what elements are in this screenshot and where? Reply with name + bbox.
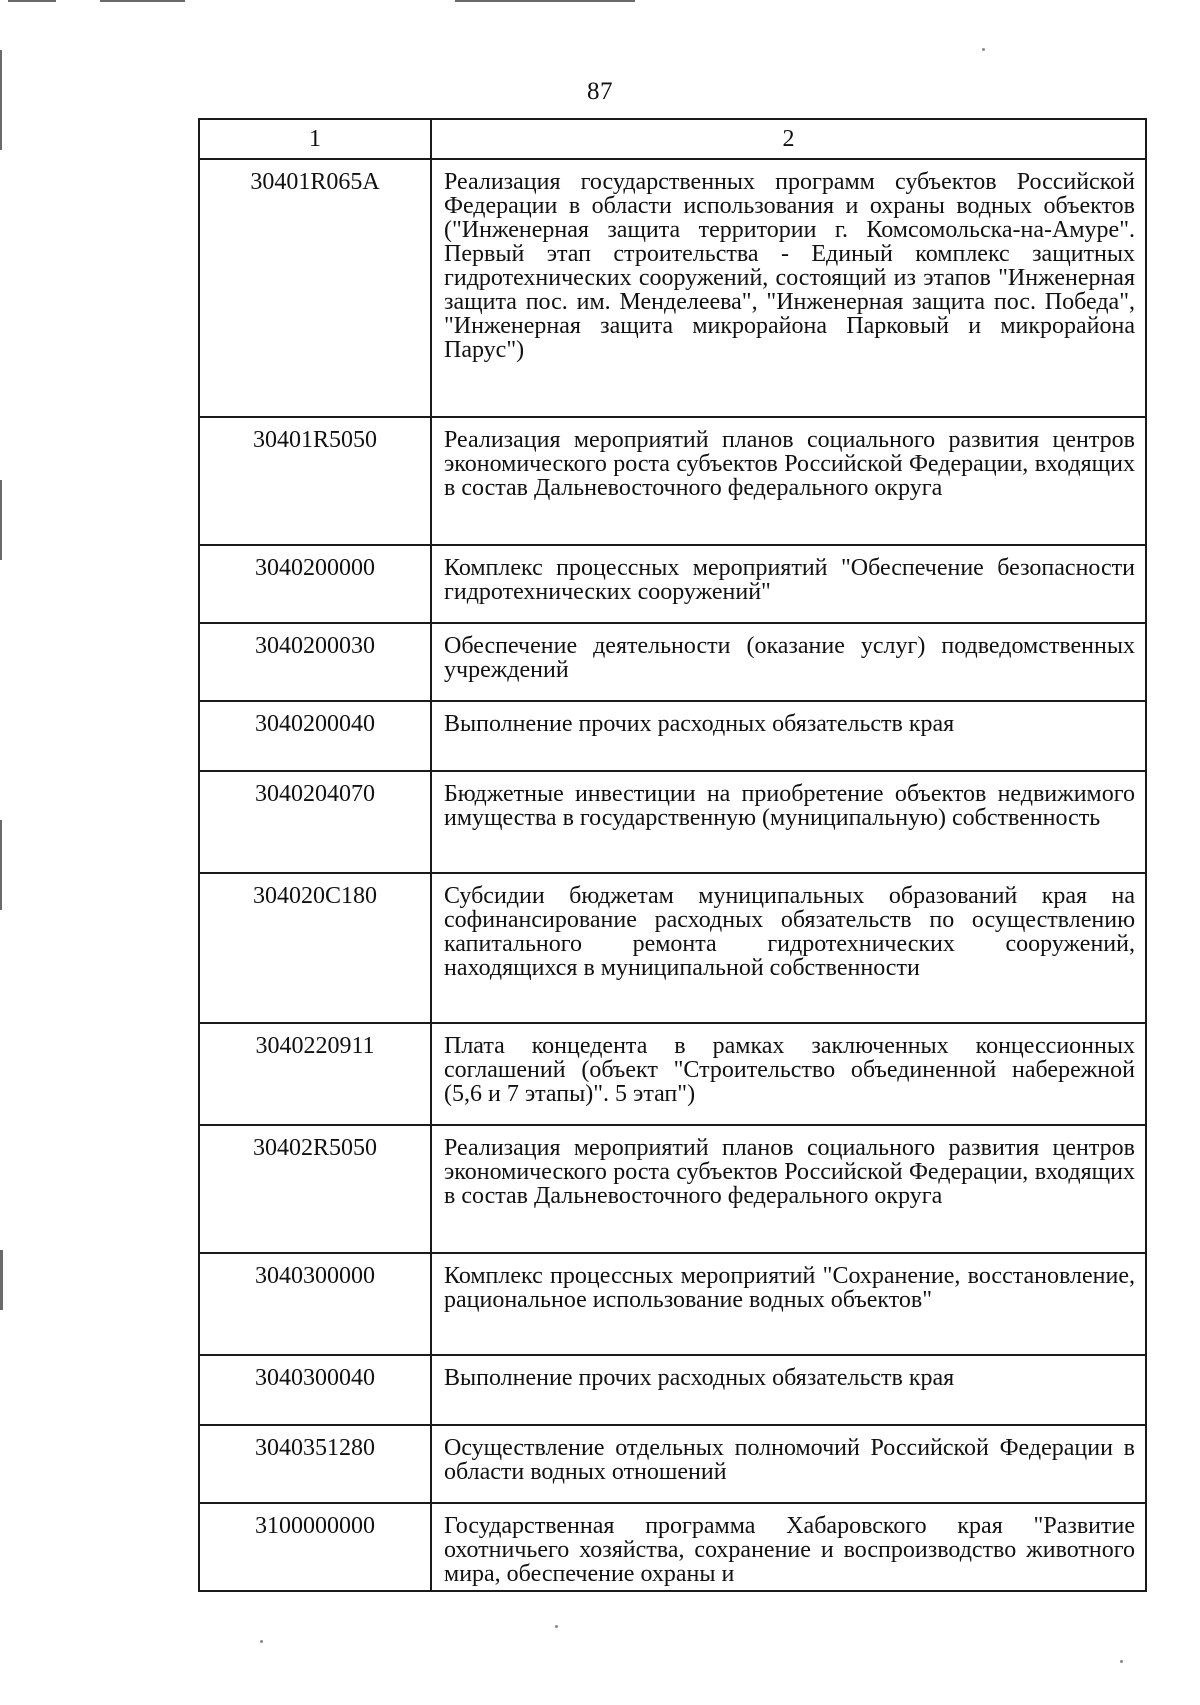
table-row bbox=[199, 417, 1146, 545]
page-number: 87 bbox=[587, 78, 613, 105]
row-description: Реализация мероприятий планов социального развития центров экономического роста субъектов Российской Федерации, входящих в состав Дальневосточного федерального округа bbox=[431, 1125, 1146, 1253]
scan-speck bbox=[982, 48, 985, 51]
row-code: 3040220911 bbox=[199, 1023, 431, 1125]
table-header-row bbox=[199, 119, 1146, 159]
row-description: Обеспечение деятельности (оказание услуг) подведомственных учреждений bbox=[431, 623, 1146, 701]
column-header-2: 2 bbox=[431, 119, 1146, 159]
row-code: 3040200000 bbox=[199, 545, 431, 623]
row-code: 3040200030 bbox=[199, 623, 431, 701]
table-row bbox=[199, 1503, 1146, 1591]
table-row bbox=[199, 1355, 1146, 1425]
row-description: Комплекс процессных мероприятий "Сохранение, восстановление, рациональное использование водных объектов" bbox=[431, 1253, 1146, 1355]
scan-edge-top-mid bbox=[100, 0, 185, 2]
row-description: Плата концедента в рамках заключенных концессионных соглашений (объект "Строительство объединенной набережной (5,6 и 7 этапы)". 5 этап") bbox=[431, 1023, 1146, 1125]
table-row bbox=[199, 701, 1146, 771]
row-description: Субсидии бюджетам муниципальных образований края на софинансирование расходных обязательств по осуществлению капитального ремонта гидротехнических сооружений, находящихся в муниципальной собственности bbox=[431, 873, 1146, 1023]
table-row bbox=[199, 1125, 1146, 1253]
table-row bbox=[199, 545, 1146, 623]
table-row bbox=[199, 159, 1146, 417]
scan-speck bbox=[555, 1625, 558, 1628]
budget-codes-table bbox=[198, 118, 1147, 1592]
scan-edge-top-right bbox=[455, 0, 635, 2]
row-description: Государственная программа Хабаровского края "Развитие охотничьего хозяйства, сохранение и воспроизводство животного мира, обеспечение охраны и bbox=[431, 1503, 1146, 1591]
row-code: 3040200040 bbox=[199, 701, 431, 771]
row-description: Бюджетные инвестиции на приобретение объектов недвижимого имущества в государственную (муниципальную) собственность bbox=[431, 771, 1146, 873]
table-row bbox=[199, 1253, 1146, 1355]
row-code: 30402R5050 bbox=[199, 1125, 431, 1253]
row-description: Реализация мероприятий планов социального развития центров экономического роста субъектов Российской Федерации, входящих в состав Дальневосточного федерального округа bbox=[431, 417, 1146, 545]
table-row bbox=[199, 1023, 1146, 1125]
scan-edge-left-3 bbox=[0, 820, 2, 910]
row-description: Комплекс процессных мероприятий "Обеспечение безопасности гидротехнических сооружений" bbox=[431, 545, 1146, 623]
table-row bbox=[199, 623, 1146, 701]
scan-edge-left-4 bbox=[0, 1250, 3, 1310]
row-code: 3040204070 bbox=[199, 771, 431, 873]
scan-edge-left-2 bbox=[0, 480, 2, 560]
row-code: 30401R5050 bbox=[199, 417, 431, 545]
row-code: 304020С180 bbox=[199, 873, 431, 1023]
row-code: 30401R065A bbox=[199, 159, 431, 417]
column-header-1: 1 bbox=[199, 119, 431, 159]
row-code: 3040300040 bbox=[199, 1355, 431, 1425]
table-row bbox=[199, 1425, 1146, 1503]
row-code: 3040351280 bbox=[199, 1425, 431, 1503]
table-row bbox=[199, 771, 1146, 873]
scan-edge-top-left bbox=[8, 0, 56, 2]
row-description: Осуществление отдельных полномочий Российской Федерации в области водных отношений bbox=[431, 1425, 1146, 1503]
row-code: 3100000000 bbox=[199, 1503, 431, 1591]
row-description: Реализация государственных программ субъектов Российской Федерации в области использования и охраны водных объектов ("Инженерная защита территории г. Комсомольска-на-Амуре". Первый этап строительства - Единый комплекс защитных гидротехнических сооружений, состоящий из этапов "Инженерная защита пос. им. Менделеева", "Инженерная защита пос. Победа", "Инженерная защита микрорайона Парковый и микрорайона Парус") bbox=[431, 159, 1146, 417]
row-description: Выполнение прочих расходных обязательств края bbox=[431, 1355, 1146, 1425]
scan-speck bbox=[260, 1640, 263, 1643]
row-code: 3040300000 bbox=[199, 1253, 431, 1355]
row-description: Выполнение прочих расходных обязательств края bbox=[431, 701, 1146, 771]
table-row bbox=[199, 873, 1146, 1023]
scan-speck bbox=[1120, 1660, 1123, 1663]
